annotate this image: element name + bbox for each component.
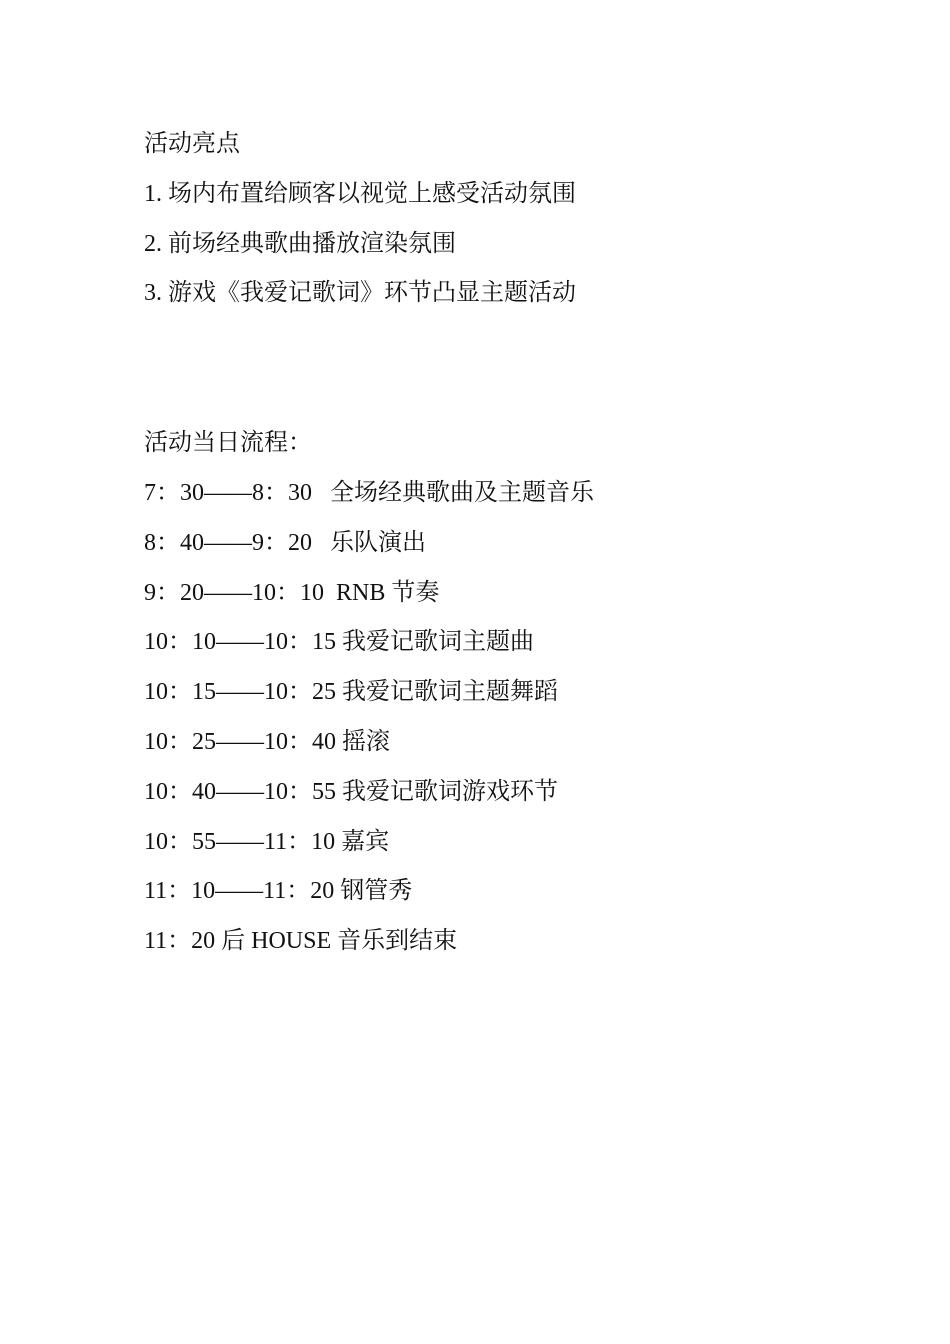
schedule-item: 11：20 后 HOUSE 音乐到结束 bbox=[144, 928, 458, 955]
schedule-item: 10：25——10：40 摇滚 bbox=[144, 728, 390, 755]
schedule-item: 8：40——9：20 乐队演出 bbox=[144, 529, 426, 556]
section-spacer bbox=[144, 319, 864, 419]
highlights-heading: 活动亮点 bbox=[144, 131, 240, 157]
schedule-item: 10：15——10：25 我爱记歌词主题舞蹈 bbox=[144, 679, 558, 706]
schedule-item: 11：10——11：20 钢管秀 bbox=[144, 878, 413, 905]
schedule-heading: 活动当日流程： bbox=[144, 430, 312, 457]
schedule-item: 10：40——10：55 我爱记歌词游戏环节 bbox=[144, 778, 558, 805]
schedule-item: 10：10——10：15 我爱记歌词主题曲 bbox=[144, 629, 534, 656]
document-body bbox=[144, 120, 864, 967]
schedule-item: 7：30——8：30 全场经典歌曲及主题音乐 bbox=[144, 479, 594, 506]
highlight-item: 3. 游戏《我爱记歌词》环节凸显主题活动 bbox=[144, 280, 576, 307]
highlight-item: 1. 场内布置给顾客以视觉上感受活动氛围 bbox=[144, 180, 576, 207]
schedule-item: 10：55——11：10 嘉宾 bbox=[144, 828, 390, 855]
highlight-item: 2. 前场经典歌曲播放渲染氛围 bbox=[144, 230, 456, 257]
schedule-item: 9：20——10：10 RNB 节奏 bbox=[144, 579, 440, 606]
